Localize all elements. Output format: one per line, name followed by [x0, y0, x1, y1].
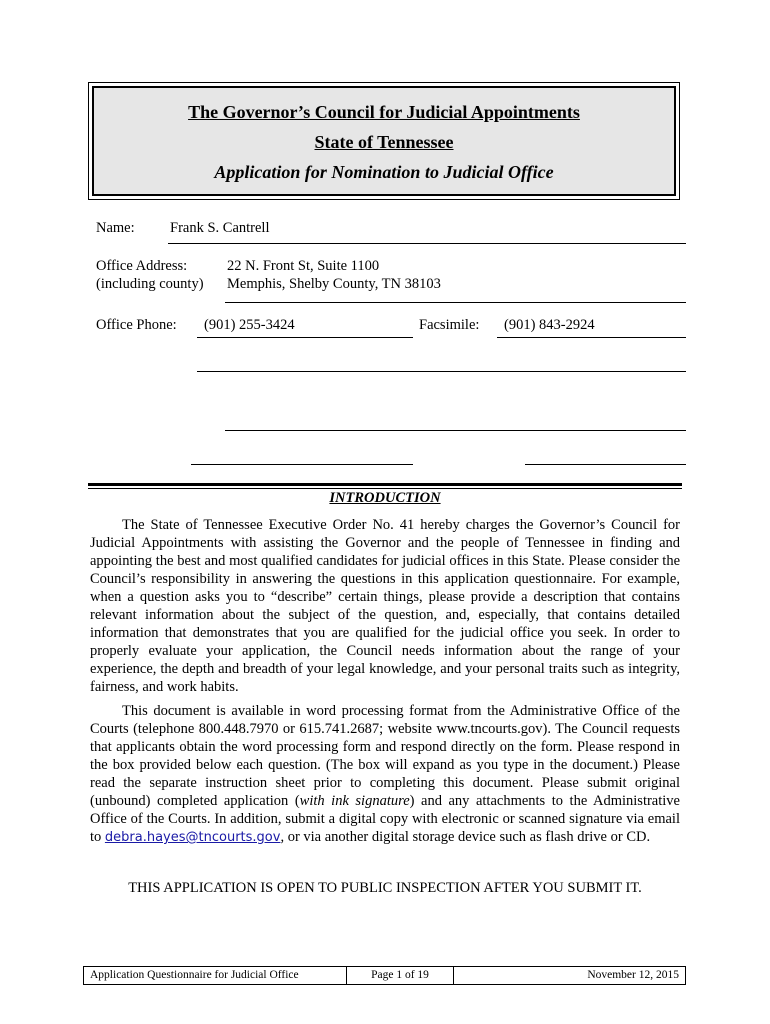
blank-line-2[interactable]	[225, 430, 686, 431]
intro-paragraph-2	[90, 702, 680, 847]
footer-page-number: Page 1 of 19	[346, 967, 454, 984]
address-line1-field[interactable]: 22 N. Front St, Suite 1100	[227, 258, 380, 274]
header-shading	[92, 86, 676, 196]
section-separator-thin	[88, 488, 682, 489]
phone-underline	[197, 337, 413, 338]
blank-line-3[interactable]	[191, 464, 413, 465]
office-address-label: Office Address:	[96, 258, 188, 274]
header-box	[88, 82, 680, 200]
page-footer	[83, 966, 686, 985]
address-underline	[225, 302, 686, 303]
footer-doc-title: Application Questionnaire for Judicial Office	[90, 969, 299, 981]
public-inspection-notice: THIS APPLICATION IS OPEN TO PUBLIC INSPECTION AFTER YOU SUBMIT IT.	[128, 880, 642, 896]
email-link[interactable]: debra.hayes@tncourts.gov	[104, 830, 281, 845]
county-label: (including county)	[96, 276, 204, 292]
ink-signature-text: with ink signature	[299, 793, 410, 809]
office-phone-label: Office Phone:	[96, 317, 177, 333]
state-title: State of Tennessee	[314, 132, 454, 152]
name-underline	[168, 243, 686, 244]
name-field[interactable]: Frank S. Cantrell	[170, 220, 270, 236]
council-title: The Governor’s Council for Judicial Appointments	[188, 102, 580, 122]
office-phone-field[interactable]: (901) 255-3424	[204, 317, 295, 333]
application-subtitle: Application for Nomination to Judicial Office	[214, 162, 554, 182]
intro-paragraph-1: The State of Tennessee Executive Order No. 41 hereby charges the Governor’s Council for Judicial Appointments with assisting the Governor and the people of Tennessee in finding and appointing the best and most qualified candidates for judicial offices in this State. Please consider the Council’s responsibility in answering the questions in this application questionnaire. For example, when a question asks you to “describe” certain things, please provide a description that contains relevant information about the subject of the question, and, especially, that contains detailed information that demonstrates that you are qualified for the judicial office you seek. In order to properly evaluate your application, the Council needs information about the range of your experience, the depth and breadth of your legal knowledge, and your personal traits such as integrity, fairness, and work habits.	[90, 517, 680, 695]
facsimile-field[interactable]: (901) 843-2924	[504, 317, 595, 333]
blank-line-4[interactable]	[525, 464, 686, 465]
blank-line-1[interactable]	[197, 371, 686, 372]
section-separator-thick	[88, 483, 682, 486]
fax-underline	[497, 337, 686, 338]
footer-date: November 12, 2015	[587, 969, 679, 981]
introduction-heading: INTRODUCTION	[329, 490, 441, 506]
address-line2-field[interactable]: Memphis, Shelby County, TN 38103	[227, 276, 441, 292]
para2-text-b: ) and any attachments to the Administrative Office of the Courts. In addition, submit a digital copy with electronic or scanned signature via email to	[90, 793, 680, 845]
facsimile-label: Facsimile:	[419, 317, 480, 333]
para2-text-a: This document is available in word processing format from the Administrative Office of the Courts (telephone 800.448.7970 or 615.741.2687; website www.tncourts.gov). The Council requests that applicants obtain the word processing form and respond directly on the form. Please respond in the box provided below each question. (The box will expand as you type in the document.) Please read the separate instruction sheet prior to completing this document. Please submit original (unbound) completed application (	[90, 703, 680, 809]
name-label: Name:	[96, 220, 135, 236]
para2-text-c: , or via another digital storage device such as flash drive or CD.	[280, 829, 651, 845]
